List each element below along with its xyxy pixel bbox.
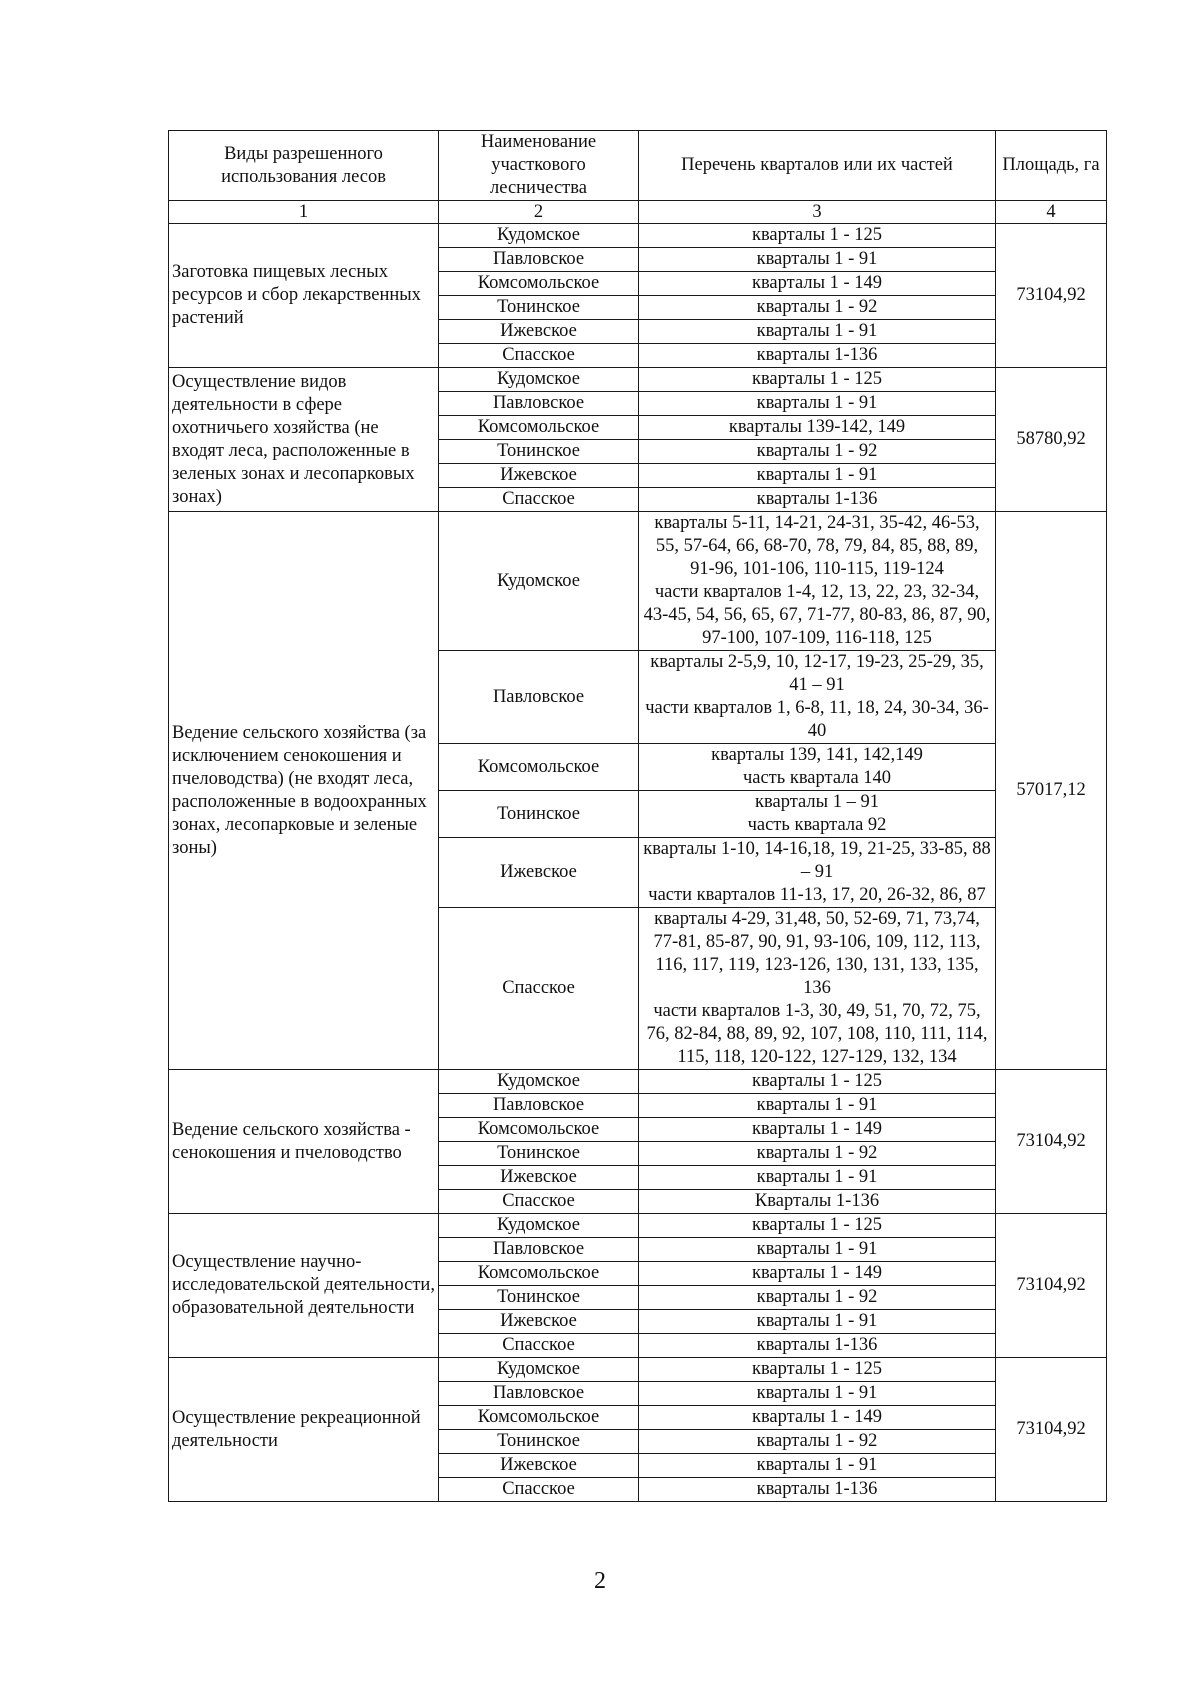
- quarters-line: части кварталов 11-13, 17, 20, 26-32, 86, 87: [648, 885, 986, 905]
- quarters-line: кварталы 1 - 92: [756, 297, 878, 317]
- forestry-name-cell: Кудомское: [439, 1214, 639, 1238]
- column-number-row: [169, 201, 1107, 224]
- forestry-name-cell: Павловское: [439, 651, 639, 744]
- forestry-name-cell: Ижевское: [439, 1310, 639, 1334]
- forestry-name-cell: Тонинское: [439, 1142, 639, 1166]
- quarters-list-cell: [639, 296, 996, 320]
- quarters-list-cell: [639, 908, 996, 1070]
- quarters-line: кварталы 1 - 149: [751, 273, 883, 293]
- quarters-line: части кварталов 1-4, 12, 13, 22, 23, 32-34, 43-45, 54, 56, 65, 67, 71-77, 80-83, 86, 87, 90, 97-100, 107-109, 116-118, 125: [643, 582, 991, 648]
- quarters-list-cell: [639, 488, 996, 512]
- area-cell: 73104,92: [996, 1070, 1107, 1214]
- quarters-line: кварталы 1 - 91: [756, 1167, 878, 1187]
- forestry-name-cell: Ижевское: [439, 1454, 639, 1478]
- use-type-cell: Осуществление рекреационной деятельности: [169, 1358, 439, 1502]
- quarters-list-cell: [639, 1094, 996, 1118]
- forestry-name-cell: Павловское: [439, 392, 639, 416]
- quarters-line: Кварталы 1-136: [754, 1191, 880, 1211]
- forestry-name-cell: Комсомольское: [439, 744, 639, 791]
- use-type-cell: Ведение сельского хозяйства (за исключением сенокошения и пчеловодства) (не входят леса, расположенные в водоохранных зонах, лесопарковые и зеленые зоны): [169, 512, 439, 1070]
- quarters-list-cell: [639, 512, 996, 651]
- forestry-name-cell: Комсомольское: [439, 272, 639, 296]
- quarters-list-cell: [639, 1214, 996, 1238]
- quarters-list-cell: [639, 368, 996, 392]
- quarters-line: кварталы 1-136: [756, 345, 878, 365]
- quarters-list-cell: [639, 651, 996, 744]
- quarters-list-cell: [639, 1286, 996, 1310]
- forest-use-table: [168, 130, 1107, 1502]
- quarters-line: кварталы 1 - 125: [751, 1359, 883, 1379]
- quarters-list-cell: [639, 1238, 996, 1262]
- forestry-name-cell: Павловское: [439, 1382, 639, 1406]
- quarters-line: кварталы 1 - 91: [756, 1095, 878, 1115]
- forestry-name-cell: Кудомское: [439, 224, 639, 248]
- quarters-list-cell: [639, 1118, 996, 1142]
- quarters-line: кварталы 1 - 91: [756, 1455, 878, 1475]
- quarters-line: кварталы 1 - 91: [756, 393, 878, 413]
- quarters-list-cell: [639, 744, 996, 791]
- quarters-line: части кварталов 1, 6-8, 11, 18, 24, 30-34, 36-40: [645, 698, 989, 741]
- quarters-list-cell: [639, 1142, 996, 1166]
- header-area: Площадь, га: [996, 131, 1107, 201]
- quarters-line: кварталы 1 - 125: [751, 1071, 883, 1091]
- quarters-line: кварталы 1 - 149: [751, 1119, 883, 1139]
- table-body: [169, 224, 1107, 1502]
- table-row: [169, 512, 1107, 651]
- quarters-list-cell: [639, 1478, 996, 1502]
- area-cell: 73104,92: [996, 1358, 1107, 1502]
- forestry-name-cell: Тонинское: [439, 296, 639, 320]
- column-number: 4: [996, 201, 1107, 224]
- quarters-list-cell: [639, 344, 996, 368]
- forestry-name-cell: Кудомское: [439, 512, 639, 651]
- forestry-name-cell: Спасское: [439, 1478, 639, 1502]
- quarters-line: кварталы 1-10, 14-16,18, 19, 21-25, 33-85, 88 – 91: [643, 839, 991, 882]
- quarters-list-cell: [639, 1382, 996, 1406]
- quarters-list-cell: [639, 838, 996, 908]
- quarters-list-cell: [639, 1454, 996, 1478]
- quarters-line: кварталы 1 - 92: [756, 1287, 878, 1307]
- forestry-name-cell: Тонинское: [439, 791, 639, 838]
- quarters-line: кварталы 4-29, 31,48, 50, 52-69, 71, 73,74, 77-81, 85-87, 90, 91, 93-106, 109, 112, 113, 116, 117, 119, 123-126, 130, 131, 133, 135, 136: [653, 909, 981, 998]
- forestry-name-cell: Павловское: [439, 1094, 639, 1118]
- table-row: [169, 1358, 1107, 1382]
- area-cell: 58780,92: [996, 368, 1107, 512]
- table-row: [169, 224, 1107, 248]
- header-quarters-list: Перечень кварталов или их частей: [639, 131, 996, 201]
- forestry-name-cell: Кудомское: [439, 1358, 639, 1382]
- quarters-line: кварталы 139, 141, 142,149: [711, 745, 923, 765]
- forestry-name-cell: Кудомское: [439, 1070, 639, 1094]
- table-row: [169, 1070, 1107, 1094]
- forestry-name-cell: Комсомольское: [439, 1262, 639, 1286]
- quarters-line: часть квартала 140: [742, 768, 892, 788]
- quarters-line: кварталы 1-136: [756, 1335, 878, 1355]
- quarters-line: кварталы 1 - 125: [751, 225, 883, 245]
- quarters-list-cell: [639, 1070, 996, 1094]
- quarters-line: кварталы 1 - 125: [751, 369, 883, 389]
- quarters-line: кварталы 1 - 149: [751, 1263, 883, 1283]
- quarters-list-cell: [639, 1430, 996, 1454]
- quarters-list-cell: [639, 1406, 996, 1430]
- quarters-list-cell: [639, 1310, 996, 1334]
- quarters-list-cell: [639, 1358, 996, 1382]
- quarters-line: кварталы 1 – 91: [755, 792, 879, 812]
- forestry-name-cell: Тонинское: [439, 440, 639, 464]
- quarters-list-cell: [639, 416, 996, 440]
- forestry-name-cell: Ижевское: [439, 464, 639, 488]
- forestry-name-cell: Тонинское: [439, 1430, 639, 1454]
- area-cell: 57017,12: [996, 512, 1107, 1070]
- forestry-name-cell: Спасское: [439, 1334, 639, 1358]
- forestry-name-cell: Тонинское: [439, 1286, 639, 1310]
- header-row: [169, 131, 1107, 201]
- quarters-list-cell: [639, 248, 996, 272]
- forestry-name-cell: Ижевское: [439, 838, 639, 908]
- use-type-cell: Заготовка пищевых лесных ресурсов и сбор лекарственных растений: [169, 224, 439, 368]
- column-number: 1: [169, 201, 439, 224]
- quarters-line: кварталы 5-11, 14-21, 24-31, 35-42, 46-53, 55, 57-64, 66, 68-70, 78, 79, 84, 85, 88, 89, 91-96, 101-106, 110-115, 119-124: [654, 513, 980, 579]
- area-cell: 73104,92: [996, 224, 1107, 368]
- quarters-list-cell: [639, 440, 996, 464]
- forestry-name-cell: Ижевское: [439, 1166, 639, 1190]
- quarters-line: кварталы 1 - 91: [756, 465, 878, 485]
- column-number: 2: [439, 201, 639, 224]
- area-cell: 73104,92: [996, 1214, 1107, 1358]
- column-number: 3: [639, 201, 996, 224]
- quarters-list-cell: [639, 272, 996, 296]
- forestry-name-cell: Ижевское: [439, 320, 639, 344]
- quarters-list-cell: [639, 392, 996, 416]
- quarters-list-cell: [639, 464, 996, 488]
- quarters-line: кварталы 139-142, 149: [728, 417, 906, 437]
- use-type-cell: Ведение сельского хозяйства - сенокошения и пчеловодство: [169, 1070, 439, 1214]
- forestry-name-cell: Павловское: [439, 248, 639, 272]
- table-row: [169, 1214, 1107, 1238]
- quarters-line: кварталы 1-136: [756, 1479, 878, 1499]
- quarters-list-cell: [639, 1262, 996, 1286]
- quarters-line: кварталы 1 - 92: [756, 1431, 878, 1451]
- table-row: [169, 368, 1107, 392]
- quarters-line: кварталы 2-5,9, 10, 12-17, 19-23, 25-29, 35, 41 – 91: [650, 652, 984, 695]
- header-use-types: Виды разрешенного использования лесов: [169, 131, 439, 201]
- forestry-name-cell: Спасское: [439, 908, 639, 1070]
- quarters-line: кварталы 1-136: [756, 489, 878, 509]
- quarters-list-cell: [639, 320, 996, 344]
- use-type-cell: Осуществление научно-исследовательской деятельности, образовательной деятельности: [169, 1214, 439, 1358]
- forestry-name-cell: Комсомольское: [439, 1118, 639, 1142]
- quarters-line: кварталы 1 - 92: [756, 441, 878, 461]
- use-type-cell: Осуществление видов деятельности в сфере охотничьего хозяйства (не входят леса, расположенные в зеленых зонах и лесопарковых зонах): [169, 368, 439, 512]
- quarters-line: части кварталов 1-3, 30, 49, 51, 70, 72, 75, 76, 82-84, 88, 89, 92, 107, 108, 110, 111, 114, 115, 118, 120-122, 127-129, 132, 134: [646, 1001, 988, 1067]
- forestry-name-cell: Кудомское: [439, 368, 639, 392]
- quarters-list-cell: [639, 1334, 996, 1358]
- quarters-list-cell: [639, 1166, 996, 1190]
- quarters-line: кварталы 1 - 91: [756, 1239, 878, 1259]
- quarters-line: кварталы 1 - 91: [756, 249, 878, 269]
- header-forestry-name: Наименование участкового лесничества: [439, 131, 639, 201]
- page-number: 2: [594, 1568, 606, 1594]
- quarters-line: кварталы 1 - 91: [756, 321, 878, 341]
- forestry-name-cell: Комсомольское: [439, 416, 639, 440]
- forestry-name-cell: Комсомольское: [439, 1406, 639, 1430]
- forestry-name-cell: Павловское: [439, 1238, 639, 1262]
- quarters-list-cell: [639, 791, 996, 838]
- forestry-name-cell: Спасское: [439, 1190, 639, 1214]
- quarters-line: часть квартала 92: [747, 815, 887, 835]
- quarters-line: кварталы 1 - 91: [756, 1383, 878, 1403]
- quarters-line: кварталы 1 - 149: [751, 1407, 883, 1427]
- quarters-line: кварталы 1 - 125: [751, 1215, 883, 1235]
- forestry-name-cell: Спасское: [439, 344, 639, 368]
- forestry-name-cell: Спасское: [439, 488, 639, 512]
- quarters-line: кварталы 1 - 91: [756, 1311, 878, 1331]
- quarters-list-cell: [639, 224, 996, 248]
- quarters-list-cell: [639, 1190, 996, 1214]
- quarters-line: кварталы 1 - 92: [756, 1143, 878, 1163]
